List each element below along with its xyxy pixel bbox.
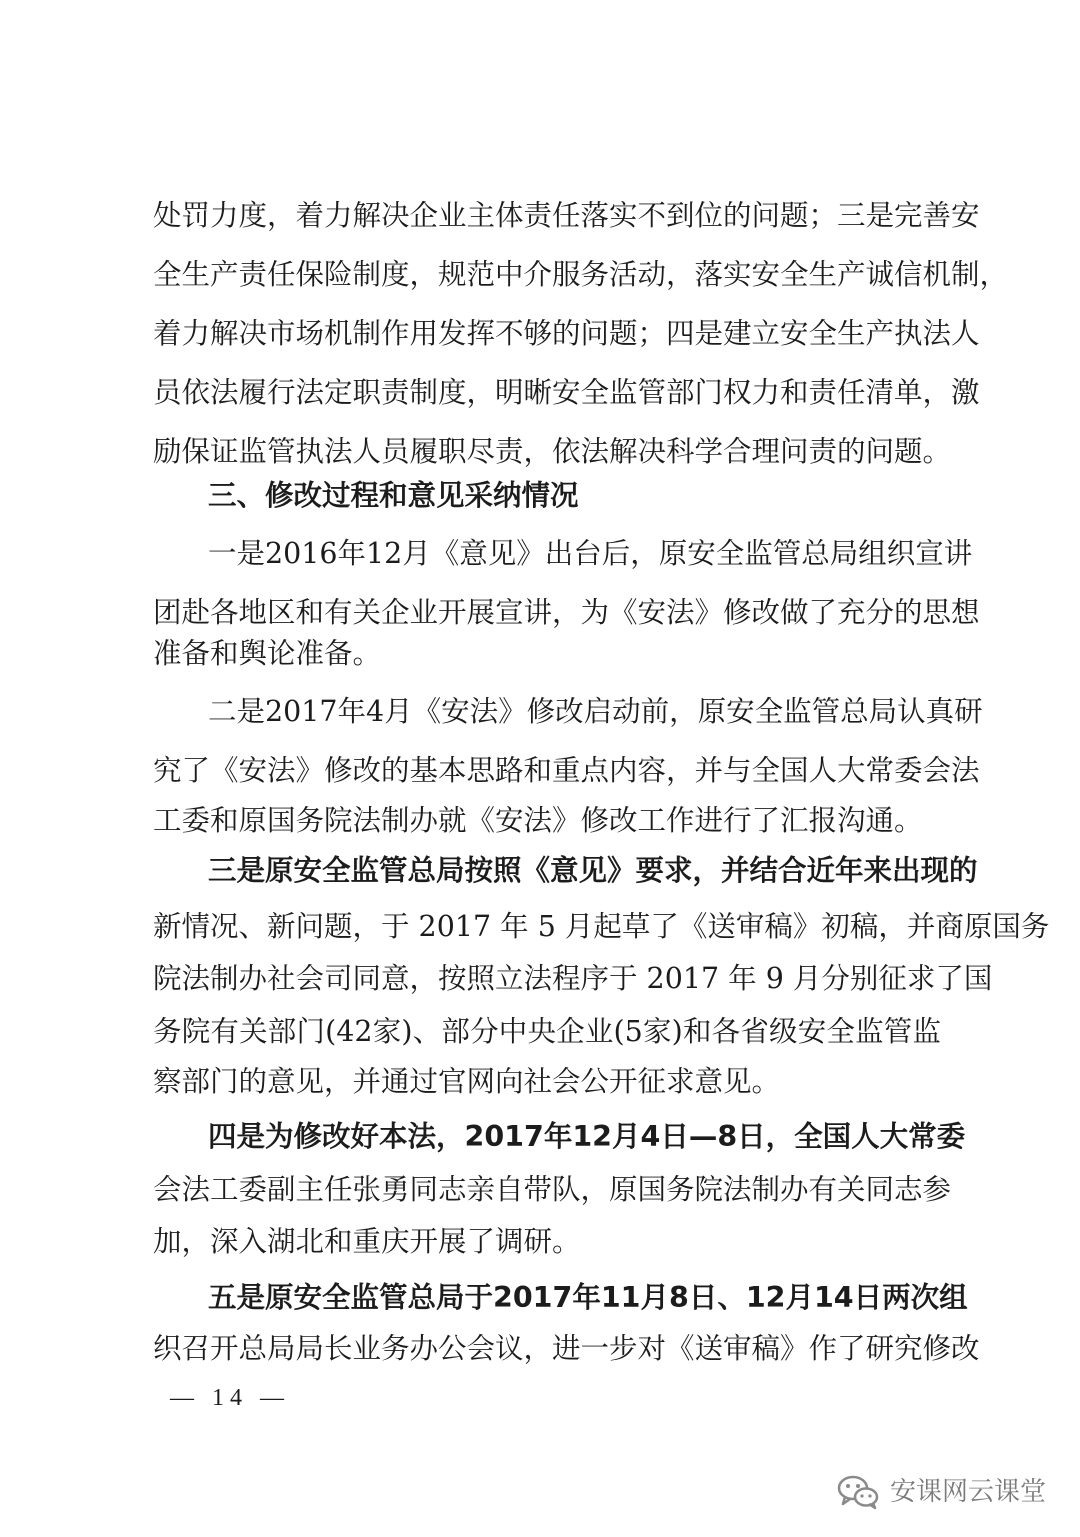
paragraph-line: 四是为修改好本法，2017年12月4日—8日，全国人大常委 <box>208 1120 966 1153</box>
page-number: — 14 — <box>170 1385 290 1411</box>
paragraph-line: 员依法履行法定职责制度，明晰安全监管部门权力和责任清单，激 <box>153 376 980 409</box>
paragraph-line: 院法制办社会司同意，按照立法程序于 2017 年 9 月分别征求了国 <box>153 962 993 995</box>
wechat-icon <box>836 1473 880 1511</box>
watermark <box>836 1467 1046 1517</box>
section-heading: 三、修改过程和意见采纳情况 <box>208 479 579 512</box>
paragraph-line: 务院有关部门(42家)、部分中央企业(5家)和各省级安全监管监 <box>153 1015 941 1048</box>
paragraph-line: 三是原安全监管总局按照《意见》要求，并结合近年来出现的 <box>208 854 978 887</box>
paragraph-line: 工委和原国务院法制办就《安法》修改工作进行了汇报沟通。 <box>153 804 923 837</box>
paragraph-line: 着力解决市场机制作用发挥不够的问题；四是建立安全生产执法人 <box>153 317 980 350</box>
paragraph-line: 会法工委副主任张勇同志亲自带队，原国务院法制办有关同志参 <box>153 1173 952 1206</box>
paragraph-line: 准备和舆论准备。 <box>153 637 382 670</box>
paragraph-line: 一是2016年12月《意见》出台后，原安全监管总局组织宣讲 <box>208 537 973 570</box>
watermark-text: 安课网云课堂 <box>889 1477 1046 1507</box>
paragraph-line: 究了《安法》修改的基本思路和重点内容，并与全国人大常委会法 <box>153 754 980 787</box>
paragraph-line: 新情况、新问题，于 2017 年 5 月起草了《送审稿》初稿，并商原国务 <box>153 910 1050 943</box>
paragraph-line: 二是2017年4月《安法》修改启动前，原安全监管总局认真研 <box>208 695 983 728</box>
paragraph-line: 处罚力度，着力解决企业主体责任落实不到位的问题；三是完善安 <box>153 199 980 232</box>
paragraph-line: 五是原安全监管总局于2017年11月8日、12月14日两次组 <box>208 1281 968 1314</box>
paragraph-line: 察部门的意见，并通过官网向社会公开征求意见。 <box>153 1065 781 1098</box>
paragraph-line: 团赴各地区和有关企业开展宣讲，为《安法》修改做了充分的思想 <box>153 596 980 629</box>
paragraph-line: 加，深入湖北和重庆开展了调研。 <box>153 1225 581 1258</box>
paragraph-line: 励保证监管执法人员履职尽责，依法解决科学合理问责的问题。 <box>153 435 952 468</box>
paragraph-line: 全生产责任保险制度，规范中介服务活动，落实安全生产诚信机制， <box>153 258 1009 291</box>
paragraph-line: 织召开总局局长业务办公会议，进一步对《送审稿》作了研究修改 <box>153 1332 980 1365</box>
